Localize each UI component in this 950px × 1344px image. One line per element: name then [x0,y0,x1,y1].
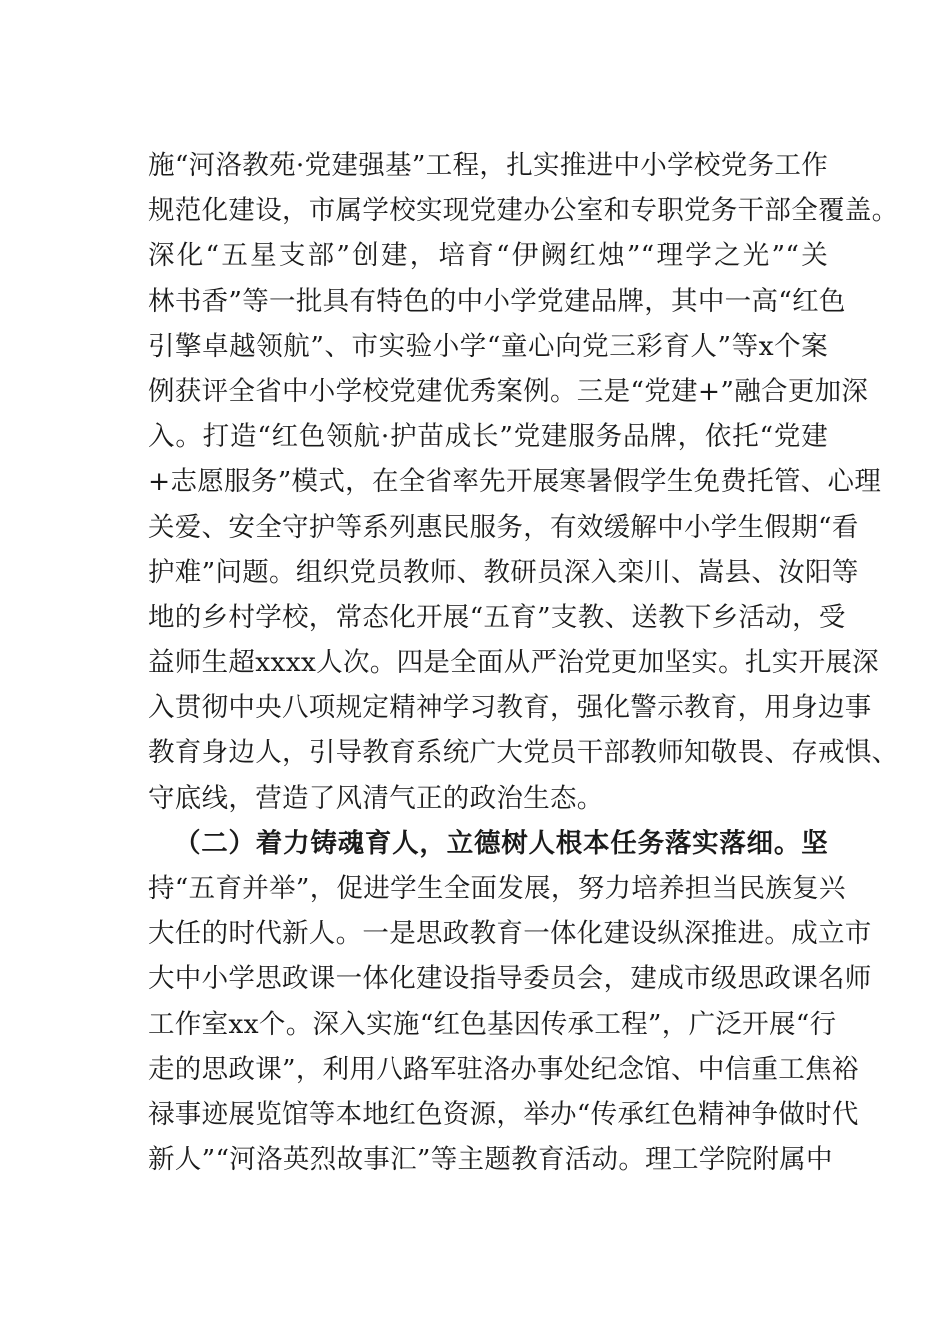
text-line: 入。打造“红色领航·护苗成长”党建服务品牌，依托“党建 [148,421,828,453]
text-line: +志愿服务”模式，在全省率先开展寒暑假学生免费托管、心理 [148,466,882,498]
paragraph-end-line: 守底线，营造了风清气正的政治生态。 [148,782,604,814]
text-line: 工作室xx个。深入实施“红色基因传承工程”，广泛开展“行 [148,1008,837,1040]
text-line: 规范化建设，市属学校实现党建办公室和专职党务干部全覆盖。 [148,195,899,227]
text-line: 例获评全省中小学校党建优秀案例。三是“党建+”融合更加深 [148,375,869,407]
text-line: 关爱、安全守护等系列惠民服务，有效缓解中小学生假期“看 [148,511,859,543]
text-line: 深化“五星支部”创建，培育“伊阙红烛”“理学之光”“关 [148,240,828,272]
text-line: 大中小学思政课一体化建设指导委员会，建成市级思政课名师 [148,963,872,995]
text-line: 持“五育并举”，促进学生全面发展，努力培养担当民族复兴 [148,873,846,904]
text-line: 林书香”等一批具有特色的中小学党建品牌，其中一高“红色 [148,285,846,317]
text-line: 教育身边人，引导教育系统广大党员干部教师知敬畏、存戒惧、 [148,737,899,769]
text-line: 禄事迹展览馆等本地红色资源，举办“传承红色精神争做时代 [148,1098,859,1130]
body-text [148,143,899,1182]
text-line: 地的乡村学校，常态化开展“五育”支教、送教下乡活动，受 [148,601,846,633]
text-line: 护难”问题。组织党员教师、教研员深入栾川、嵩县、汝阳等 [148,556,859,588]
text-line: 新人”“河洛英烈故事汇”等主题教育活动。理工学院附属中 [148,1144,833,1176]
section-heading-line: （二）着力铸魂育人，立德树人根本任务落实落细。坚 [174,827,828,859]
text-line: 入贯彻中央八项规定精神学习教育，强化警示教育，用身边事 [148,692,872,724]
text-line: 益师生超xxxx人次。四是全面从严治党更加坚实。扎实开展深 [148,647,879,679]
text-line: 大任的时代新人。一是思政教育一体化建设纵深推进。成立市 [148,918,872,950]
text-line: 走的思政课”，利用八路军驻洛办事处纪念馆、中信重工焦裕 [148,1053,859,1085]
text-line: 施“河洛教苑·党建强基”工程，扎实推进中小学校党务工作 [148,150,828,181]
text-line: 引擎卓越领航”、市实验小学“童心向党三彩育人”等x个案 [148,330,828,362]
